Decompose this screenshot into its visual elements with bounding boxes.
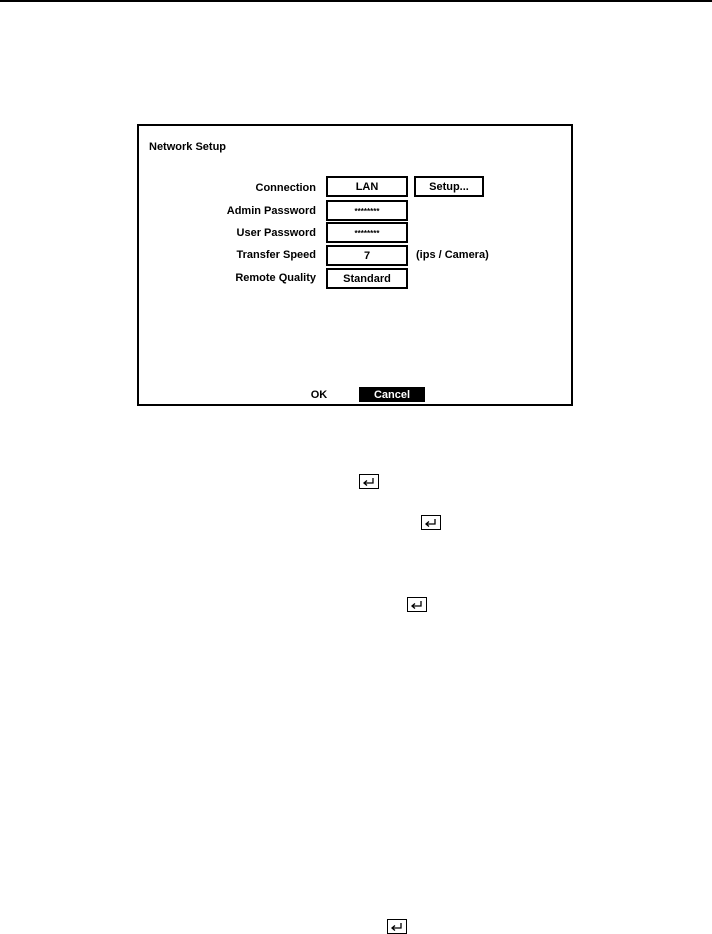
enter-key-icon [421, 515, 441, 530]
remote-quality-field[interactable]: Standard [326, 268, 408, 289]
cancel-button[interactable]: Cancel [359, 387, 425, 402]
connection-field[interactable]: LAN [326, 176, 408, 197]
page-top-rule [0, 0, 712, 2]
connection-label: Connection [255, 182, 316, 194]
transfer-speed-label: Transfer Speed [236, 249, 316, 261]
admin-password-label: Admin Password [226, 205, 316, 217]
enter-key-icon [359, 474, 379, 489]
admin-password-field[interactable]: ******** [326, 200, 408, 221]
remote-quality-label: Remote Quality [235, 272, 316, 284]
user-password-label: User Password [236, 227, 316, 239]
ok-button[interactable]: OK [310, 388, 328, 401]
dialog-title: Network Setup [149, 141, 227, 153]
network-setup-dialog [137, 124, 573, 406]
transfer-speed-unit: (ips / Camera) [416, 249, 489, 261]
user-password-field[interactable]: ******** [326, 222, 408, 243]
enter-key-icon [387, 919, 407, 934]
setup-button[interactable]: Setup... [414, 176, 484, 197]
enter-key-icon [407, 597, 427, 612]
transfer-speed-field[interactable]: 7 [326, 245, 408, 266]
